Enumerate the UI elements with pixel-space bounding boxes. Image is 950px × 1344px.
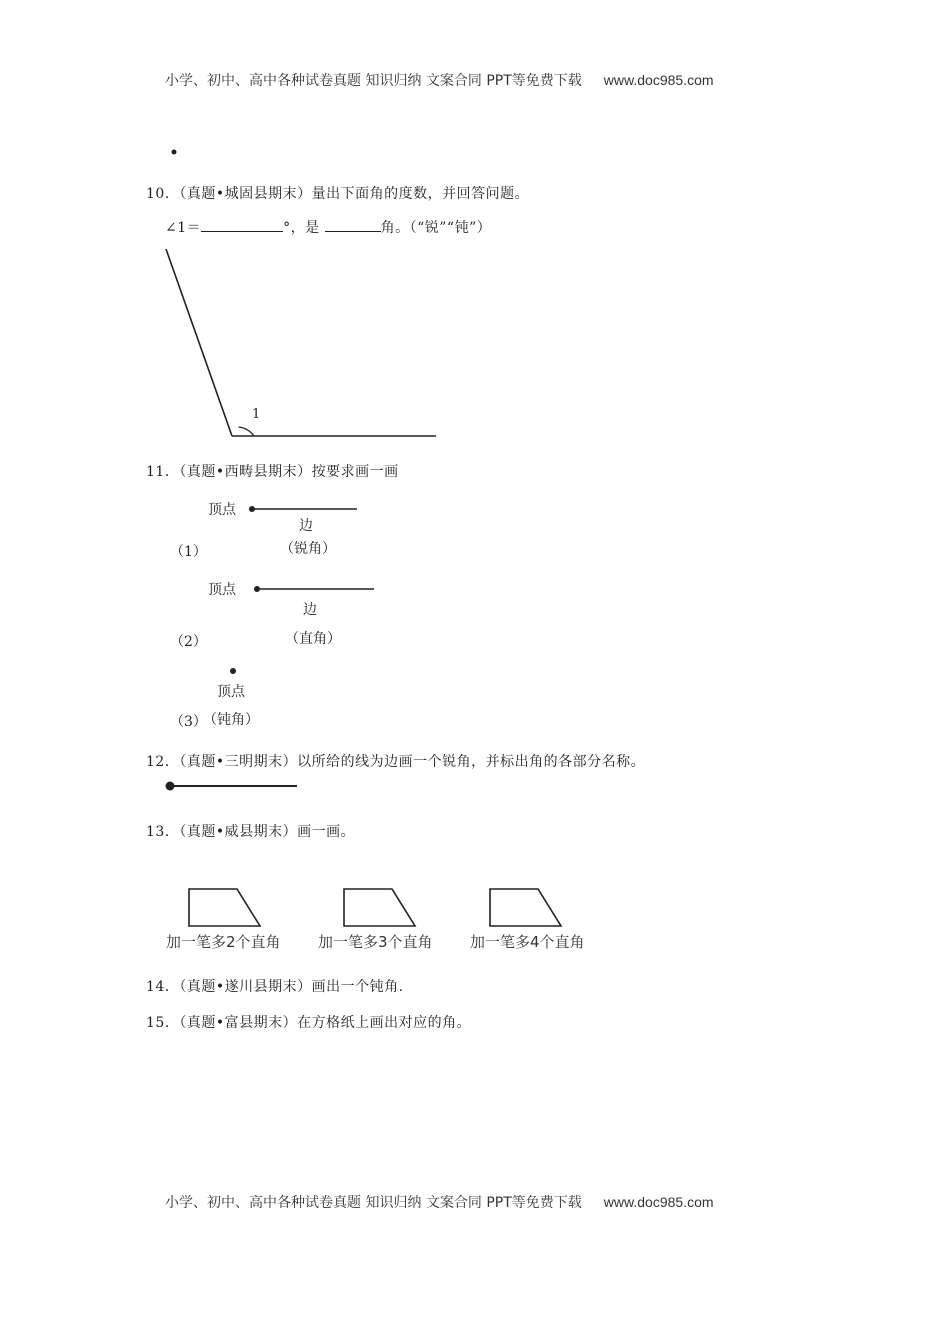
q11-1-num: （1） [170, 544, 207, 560]
q10-mid: °，是 [283, 220, 320, 236]
q13-label-1: 加一笔多2个直角 [166, 933, 281, 951]
q11-3-num: （3） [170, 714, 207, 730]
q13-trapezoid-2 [344, 889, 415, 926]
header-url[interactable]: www.doc985.com [603, 72, 714, 88]
q10-prefix: ∠1＝ [165, 220, 202, 236]
q11-3-type: （钝角） [203, 712, 259, 728]
q11-2-num: （2） [170, 634, 207, 650]
q13-title: 13．（真题•威县期末）画一画。 [146, 824, 356, 840]
q11-title: 11．（真题•西畴县期末）按要求画一画 [146, 464, 399, 480]
q11-2-side-label: 边 [303, 602, 317, 618]
q11-1-side-label: 边 [299, 518, 313, 534]
q11-2-type: （直角） [285, 631, 341, 647]
q10-angle-label: 1 [252, 407, 261, 422]
page-footer [165, 1192, 714, 1212]
q10-suffix: 角。（“锐”“钝”） [380, 220, 492, 236]
footer-text: 小学、初中、高中各种试卷真题 知识归纳 文案合同 PPT等免费下载 [165, 1195, 582, 1211]
q13-trapezoid-3 [490, 889, 561, 926]
footer-url[interactable]: www.doc985.com [603, 1194, 714, 1210]
q13-label-2: 加一笔多3个直角 [318, 933, 433, 951]
header-text: 小学、初中、高中各种试卷真题 知识归纳 文案合同 PPT等免费下载 [165, 73, 582, 89]
q11-2-vertex-label: 顶点 [208, 582, 236, 598]
q11-1-vertex-label: 顶点 [208, 502, 236, 518]
q11-1-type: （锐角） [280, 541, 336, 557]
q12-title: 12．（真题•三明期末）以所给的线为边画一个锐角，并标出角的各部分名称。 [146, 754, 646, 770]
q11-3-vertex-label: 顶点 [217, 684, 245, 700]
q15-title: 15．（真题•富县期末）在方格纸上画出对应的角。 [146, 1015, 472, 1031]
q14-title: 14．（真题•遂川县期末）画出一个钝角. [146, 979, 404, 995]
q13-label-3: 加一笔多4个直角 [470, 933, 585, 951]
q13-trapezoid-1 [189, 889, 260, 926]
q10-title: 10．（真题•城固县期末）量出下面角的度数，并回答问题。 [146, 186, 530, 202]
